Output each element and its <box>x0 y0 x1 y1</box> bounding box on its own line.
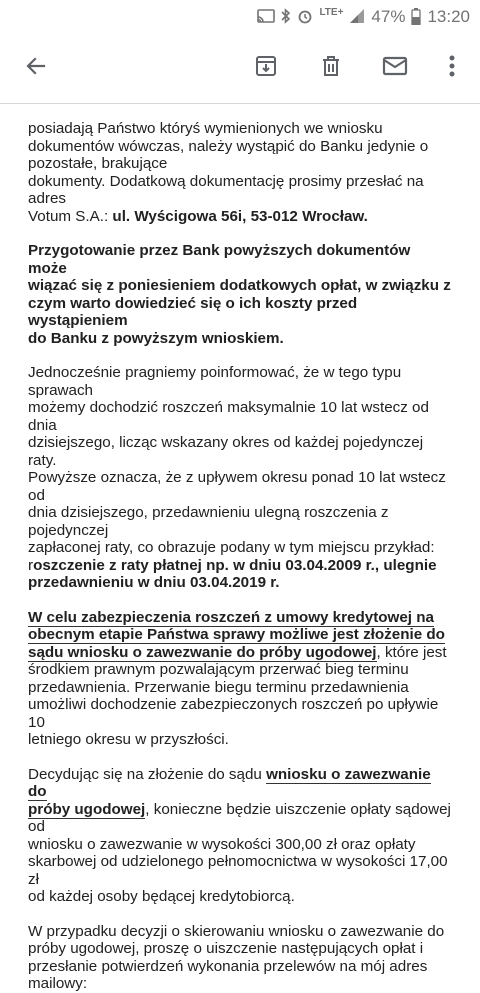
text-line: od każdej osoby będącej kredytobiorcą. <box>28 888 295 905</box>
text-line: pozostałe, brakujące <box>28 155 168 172</box>
underlined-text: wniosku o zawezwanie do <box>28 765 431 800</box>
paragraph-fees <box>28 766 452 906</box>
underlined-text: obecnym etapie Państwa sprawy możliwe jest złożenie do <box>28 626 445 643</box>
text-line: dzisiejszego, licząc wskazany okres od każdej pojedynczej raty. <box>28 434 424 469</box>
example-text: oszczenie z raty płatnej np. w dniu 03.04.2009 r., ulegnie <box>33 556 437 574</box>
more-vert-icon <box>448 54 456 83</box>
back-button[interactable] <box>16 48 56 88</box>
text-line: przesłanie potwierdzeń wykonania przelewów na mój adres <box>28 957 428 975</box>
text-line: posiadają Państwo któryś wymienionych we wniosku <box>28 120 383 137</box>
text-line <box>28 801 452 836</box>
archive-button[interactable] <box>246 48 286 88</box>
email-body <box>0 104 480 993</box>
text-line <box>28 609 452 627</box>
cast-icon <box>257 9 275 25</box>
text-line: dokumentów wówczas, należy wystąpić do Banku jedynie o <box>28 137 429 155</box>
email-toolbar <box>0 34 480 104</box>
signal-icon <box>349 8 365 26</box>
delete-button[interactable] <box>311 48 351 88</box>
paragraph-limitation <box>28 364 452 592</box>
network-label: LTE+ <box>319 7 344 18</box>
text-line <box>28 208 452 226</box>
text-line <box>28 644 452 662</box>
text-line: wniosku o zawezwanie w wysokości 300,00 zł oraz opłaty <box>28 835 416 853</box>
underlined-text: próby ugodowej <box>28 800 146 818</box>
text-line: letniego okresu w przyszłości. <box>28 731 229 748</box>
text-line: zapłaconej raty, co obrazuje podany w tym miejscu przykład: <box>28 539 435 556</box>
bluetooth-icon <box>281 8 291 26</box>
text-fragment: Decydując się na złożenie do sądu <box>28 765 267 783</box>
text-fragment: Votum S.A.: <box>28 207 113 225</box>
text-line: umożliwi dochodzenie zabezpieczonych roszczeń po upływie 10 <box>28 696 439 731</box>
text-line: W przypadku decyzji o skierowaniu wniosku o zawezwanie do <box>28 922 445 940</box>
text-line: dnia dzisiejszego, przedawnieniu ulegną roszczenia z pojedynczej <box>28 504 389 539</box>
text-line: Powyższe oznacza, że z upływem okresu ponad 10 lat wstecz od <box>28 469 446 504</box>
text-line: Przygotowanie przez Bank powyższych dokumentów może <box>28 242 411 277</box>
text-line: Jednocześnie pragniemy poinformować, że w tego typu sprawach <box>28 364 402 399</box>
status-bar <box>0 0 480 34</box>
mark-unread-button[interactable] <box>375 48 415 88</box>
battery-percent: 47% <box>371 7 406 26</box>
text-line: mailowy: <box>28 975 88 992</box>
text-line <box>28 766 452 801</box>
text-line: przedawnienia. Przerwanie biegu terminu przedawnienia <box>28 678 409 696</box>
more-options-button[interactable] <box>432 48 472 88</box>
text-fragment: r <box>28 556 34 574</box>
text-line: skarbowej od udzielonego pełnomocnictwa w wysokości 17,00 zł <box>28 853 448 888</box>
text-line: dokumenty. Dodatkową dokumentację prosimy przesłać na adres <box>28 172 424 207</box>
underlined-text: sądu wniosku o zawezwanie do próby ugodowej <box>28 643 377 661</box>
paragraph-security <box>28 609 452 749</box>
paragraph-documents <box>28 120 452 225</box>
underlined-text: W celu zabezpieczenia roszczeń z umowy kredytowej na <box>28 608 434 626</box>
text-line: środkiem prawnym pozwalającym przerwać bieg terminu <box>28 661 409 678</box>
text-line: przedawnieniu w dniu 03.04.2019 r. <box>28 574 280 591</box>
paragraph-payment <box>28 923 452 993</box>
text-line <box>28 557 452 575</box>
paragraph-costs <box>28 242 452 347</box>
text-line: możemy dochodzić roszczeń maksymalnie 10 lat wstecz od dnia <box>28 399 429 434</box>
text-line: wiązać się z poniesieniem dodatkowych opłat, w związku z <box>28 277 451 294</box>
archive-icon <box>254 54 278 83</box>
address-text: ul. Wyścigowa 56i, 53-012 Wrocław. <box>112 207 368 225</box>
mail-icon <box>382 54 408 83</box>
alarm-icon <box>297 8 313 26</box>
text-line: do Banku z powyższym wnioskiem. <box>28 329 284 347</box>
text-line: czym warto dowiedzieć się o ich koszty przed wystąpieniem <box>28 294 358 329</box>
text-line <box>28 626 452 644</box>
text-fragment: , które jest <box>376 643 447 661</box>
text-line: próby ugodowej, proszę o uiszczenie następujących opłat i <box>28 940 424 957</box>
clock: 13:20 <box>427 7 470 26</box>
text-fragment: , konieczne będzie uiszczenie opłaty sądowej od <box>28 800 451 835</box>
battery-icon <box>411 8 421 27</box>
trash-icon <box>319 54 343 83</box>
back-arrow-icon <box>24 54 48 83</box>
